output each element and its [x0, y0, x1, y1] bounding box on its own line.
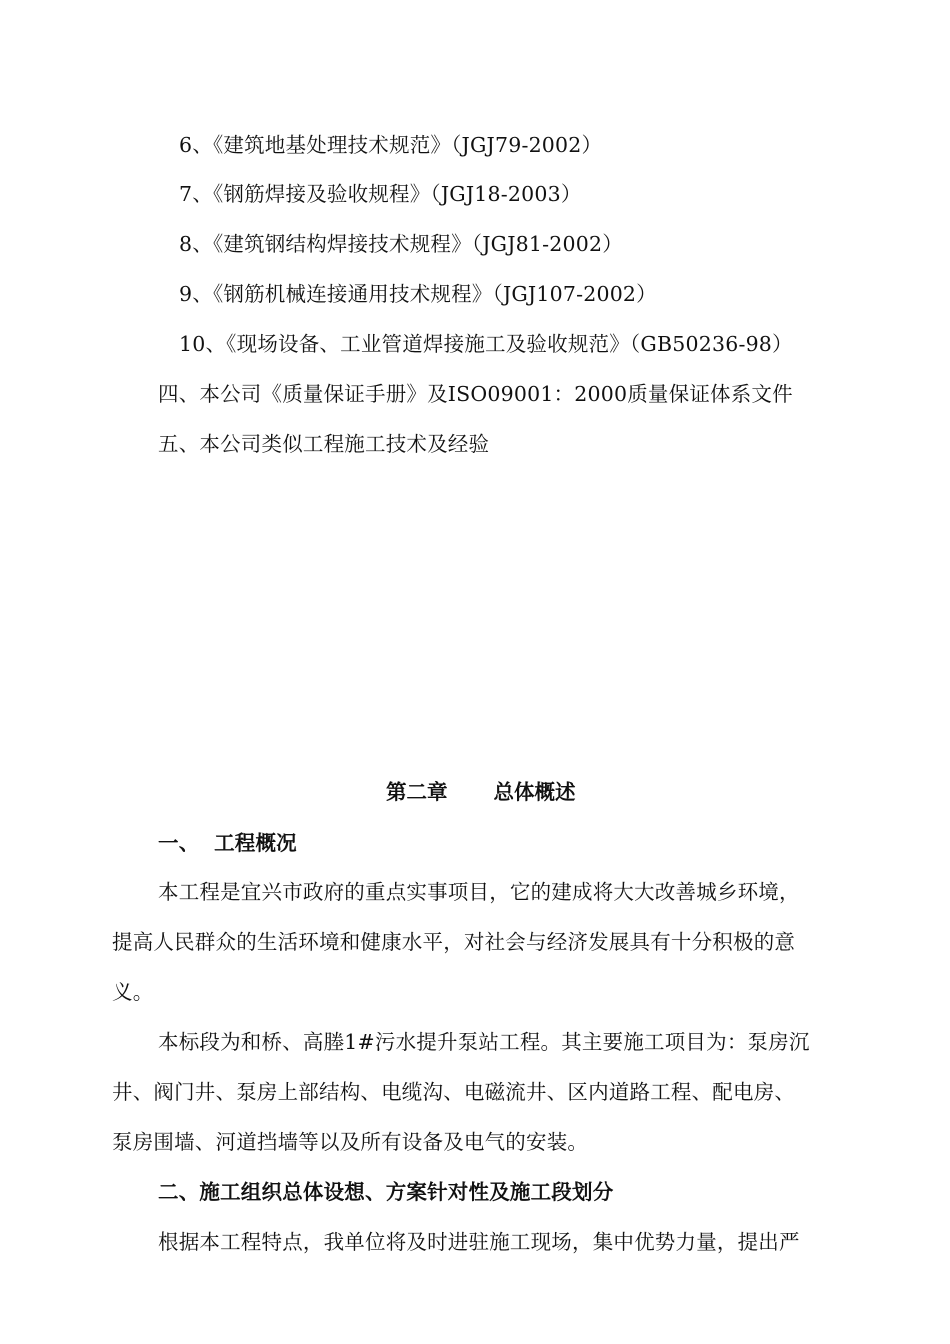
paragraph-line: 义。: [112, 980, 154, 1004]
paragraph-line: 井、阀门井、泵房上部结构、电缆沟、电磁流井、区内道路工程、配电房、: [112, 1080, 796, 1104]
reference-item: 6、《建筑地基处理技术规范》（JGJ79-2002）: [179, 133, 603, 157]
chapter-number: 第二章: [386, 780, 448, 804]
section-heading: 一、 工程概况: [158, 831, 297, 855]
paragraph-line: 本工程是宜兴市政府的重点实事项目，它的建成将大大改善城乡环境，: [158, 880, 800, 904]
paragraph-line: 泵房围墙、河道挡墙等以及所有设备及电气的安装。: [112, 1130, 589, 1154]
paragraph-line: 本标段为和桥、高塍1#污水提升泵站工程。其主要施工项目为：泵房沉: [158, 1030, 810, 1054]
reference-item: 7、《钢筋焊接及验收规程》（JGJ18-2003）: [179, 182, 582, 206]
paragraph-line: 提高人民群众的生活环境和健康水平，对社会与经济发展具有十分积极的意: [112, 930, 796, 954]
paragraph-line: 根据本工程特点，我单位将及时进驻施工现场，集中优势力量，提出严: [158, 1230, 800, 1254]
chapter-title: [386, 779, 576, 805]
basis-item: 四、本公司《质量保证手册》及ISO09001：2000质量保证体系文件: [158, 382, 793, 406]
basis-item: 五、本公司类似工程施工技术及经验: [158, 432, 490, 456]
reference-item: 9、《钢筋机械连接通用技术规程》（JGJ107-2002）: [179, 282, 657, 306]
section-heading: 二、施工组织总体设想、方案针对性及施工段划分: [158, 1180, 614, 1204]
reference-item: 8、《建筑钢结构焊接技术规程》（JGJ81-2002）: [179, 232, 623, 256]
chapter-name: 总体概述: [493, 780, 576, 804]
reference-item: 10、《现场设备、工业管道焊接施工及验收规范》（GB50236-98）: [179, 332, 793, 356]
